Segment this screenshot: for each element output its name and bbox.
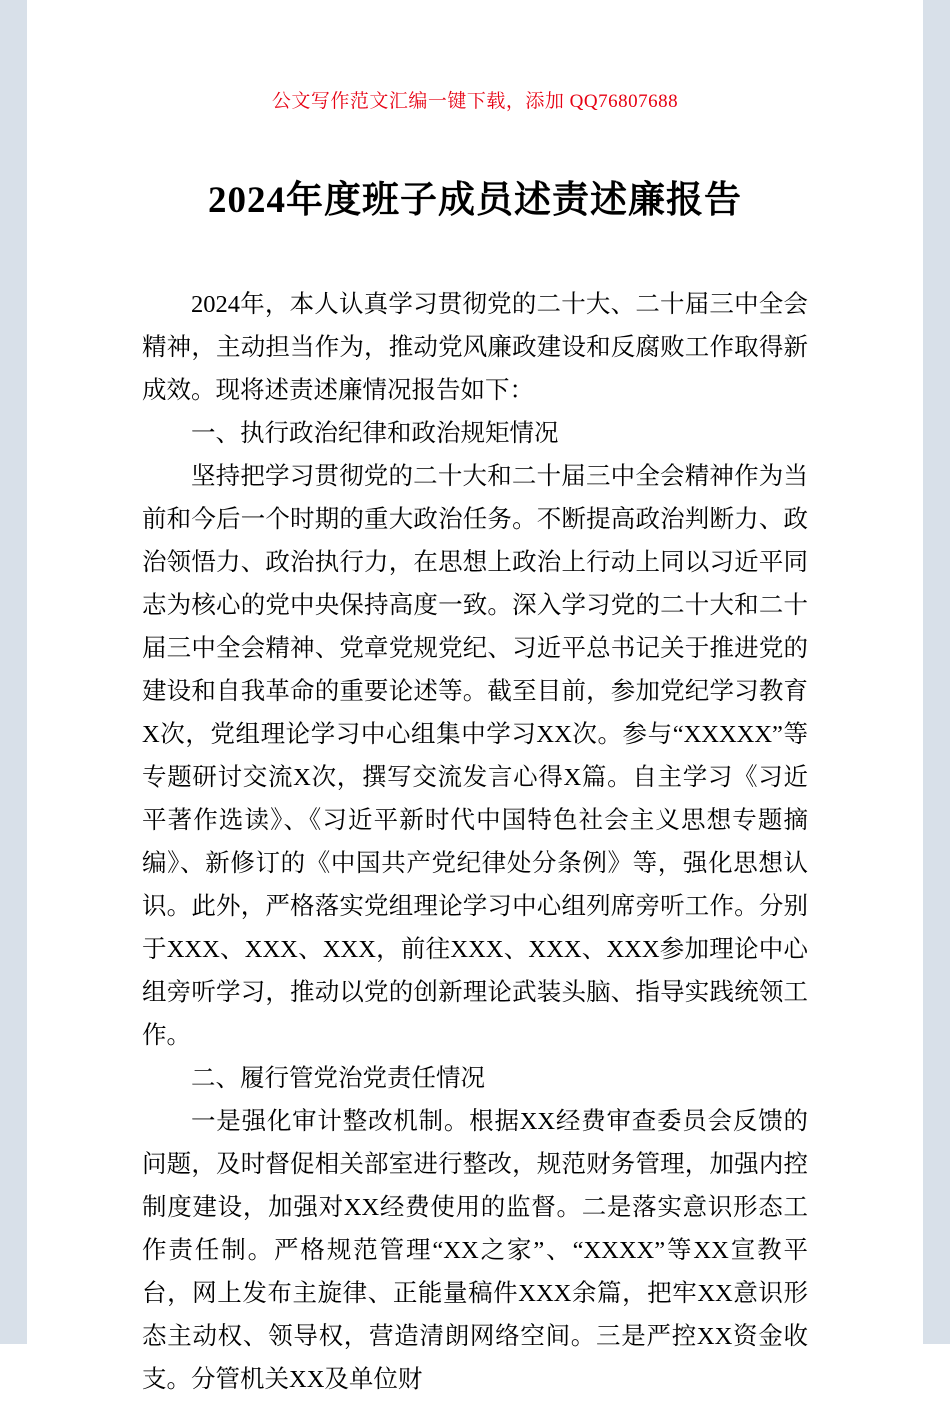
document-page bbox=[27, 0, 923, 1393]
viewer-background-right bbox=[923, 0, 950, 1344]
promo-notice: 公文写作范文汇编一键下载，添加 QQ76807688 bbox=[271, 91, 679, 112]
section-heading-2: 二、履行管党治党责任情况 bbox=[191, 1065, 485, 1092]
paragraph-intro: 2024年，本人认真学习贯彻党的二十大、二十届三中全会精神，主动担当作为，推动党风廉政建设和反腐败工作取得新成效。现将述责述廉情况报告如下： bbox=[142, 291, 808, 404]
section-heading-1: 一、执行政治纪律和政治规矩情况 bbox=[191, 420, 559, 447]
paragraph-section-1: 坚持把学习贯彻党的二十大和二十届三中全会精神作为当前和今后一个时期的重大政治任务。不断提高政治判断力、政治领悟力、政治执行力，在思想上政治上行动上同以习近平同志为核心的党中央保持高度一致。深入学习党的二十大和二十届三中全会精神、党章党规党纪、习近平总书记关于推进党的建设和自我革命的重要论述等。截至目前，参加党纪学习教育X次，党组理论学习中心组集中学习XX次。参与“XXXXX”等专题研讨交流X次，撰写交流发言心得X篇。自主学习《习近平著作选读》、《习近平新时代中国特色社会主义思想专题摘编》、新修订的《中国共产党纪律处分条例》等，强化思想认识。此外，严格落实党组理论学习中心组列席旁听工作。分别于XXX、XXX、XXX，前往XXX、XXX、XXX参加理论中心组旁听学习，推动以党的创新理论武装头脑、指导实践统领工作。 bbox=[142, 463, 808, 1049]
document-body bbox=[142, 283, 808, 1401]
paragraph-section-2: 一是强化审计整改机制。根据XX经费审查委员会反馈的问题，及时督促相关部室进行整改，规范财务管理，加强内控制度建设，加强对XX经费使用的监督。二是落实意识形态工作责任制。严格规范管理“XX之家”、“XXXX”等XX宣教平台，网上发布主旋律、正能量稿件XXX余篇，把牢XX意识形态主动权、领导权，营造清朗网络空间。三是严控XX资金收支。分管机关XX及单位财 bbox=[142, 1108, 808, 1393]
document-title: 2024年度班子成员述责述廉报告 bbox=[208, 180, 742, 221]
viewer-background-left bbox=[0, 0, 27, 1344]
